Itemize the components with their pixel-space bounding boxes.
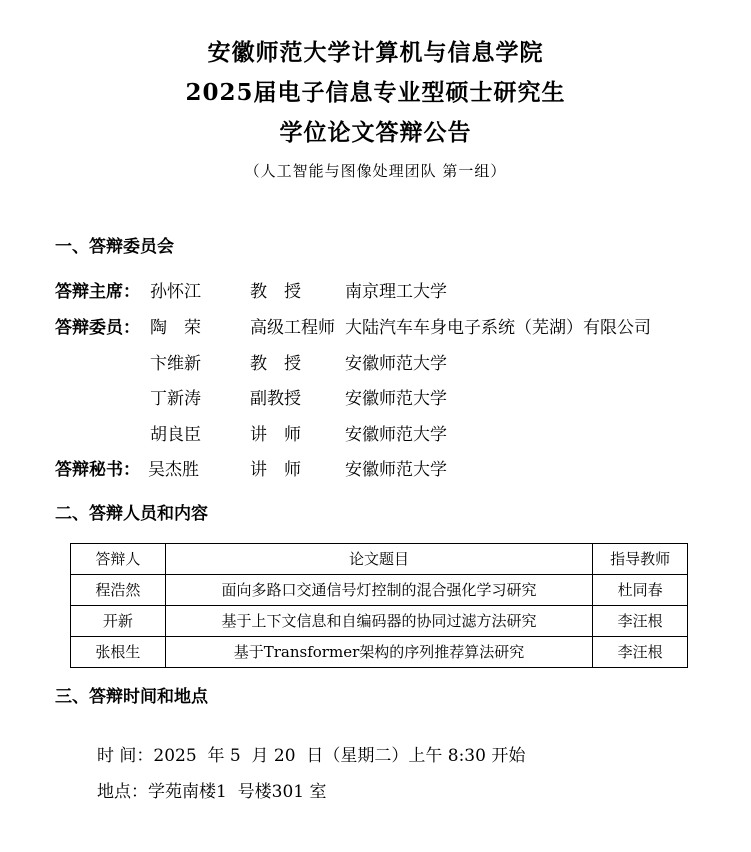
member-role: 答辩主席： [55, 282, 140, 302]
cell-advisor: 李汪根 [593, 637, 688, 668]
document-title-line1: 安徽师范大学计算机与信息学院 [207, 39, 544, 66]
member-title: 讲 师 [250, 425, 301, 445]
member-role: 答辩秘书： [55, 460, 140, 480]
column-header-student: 答辩人 [71, 544, 166, 575]
column-header-topic: 论文题目 [165, 544, 593, 575]
cell-topic: 基于上下文信息和自编码器的协同过滤方法研究 [165, 606, 593, 637]
defense-table [70, 543, 688, 668]
cell-student: 张根生 [71, 637, 166, 668]
member-org: 安徽师范大学 [345, 425, 447, 445]
member-org: 安徽师范大学 [345, 389, 447, 409]
member-org: 安徽师范大学 [345, 460, 447, 480]
member-title: 讲 师 [250, 460, 301, 480]
member-name: 丁新涛 [150, 389, 201, 409]
cell-student: 开新 [71, 606, 166, 637]
member-name: 胡良臣 [150, 425, 201, 445]
member-name: 陶 荣 [150, 318, 201, 338]
member-title: 高级工程师 [250, 318, 335, 338]
member-role: 答辩委员： [55, 318, 140, 338]
member-org: 南京理工大学 [345, 282, 447, 302]
column-header-advisor: 指导教师 [593, 544, 688, 575]
table-row [71, 637, 688, 668]
section-heading-defense: 二、答辩人员和内容 [55, 504, 208, 524]
cell-advisor: 杜同春 [593, 575, 688, 606]
defense-place: 地点：学苑南楼1 号楼301 室 [97, 782, 327, 802]
table-row [71, 575, 688, 606]
member-name: 吴杰胜 [148, 460, 199, 480]
cell-advisor: 李汪根 [593, 606, 688, 637]
member-title: 教 授 [250, 354, 301, 374]
section-heading-committee: 一、答辩委员会 [55, 237, 174, 257]
cell-topic: 面向多路口交通信号灯控制的混合强化学习研究 [165, 575, 593, 606]
member-org: 安徽师范大学 [345, 354, 447, 374]
member-name: 孙怀江 [150, 282, 201, 302]
document-title-line3: 学位论文答辩公告 [279, 119, 472, 146]
defense-time: 时 间：2025 年 5 月 20 日（星期二）上午 8:30 开始 [97, 746, 526, 766]
document-subtitle: （人工智能与图像处理团队 第一组） [244, 162, 507, 180]
table-header-row [71, 544, 688, 575]
cell-student: 程浩然 [71, 575, 166, 606]
table-row [71, 606, 688, 637]
document-title-line2: 2025届电子信息专业型硕士研究生 [185, 79, 566, 106]
cell-topic: 基于Transformer架构的序列推荐算法研究 [165, 637, 593, 668]
member-title: 副教授 [250, 389, 301, 409]
member-title: 教 授 [250, 282, 301, 302]
member-org: 大陆汽车车身电子系统（芜湖）有限公司 [345, 318, 651, 338]
member-name: 卞维新 [150, 354, 201, 374]
section-heading-schedule: 三、答辩时间和地点 [55, 687, 208, 707]
